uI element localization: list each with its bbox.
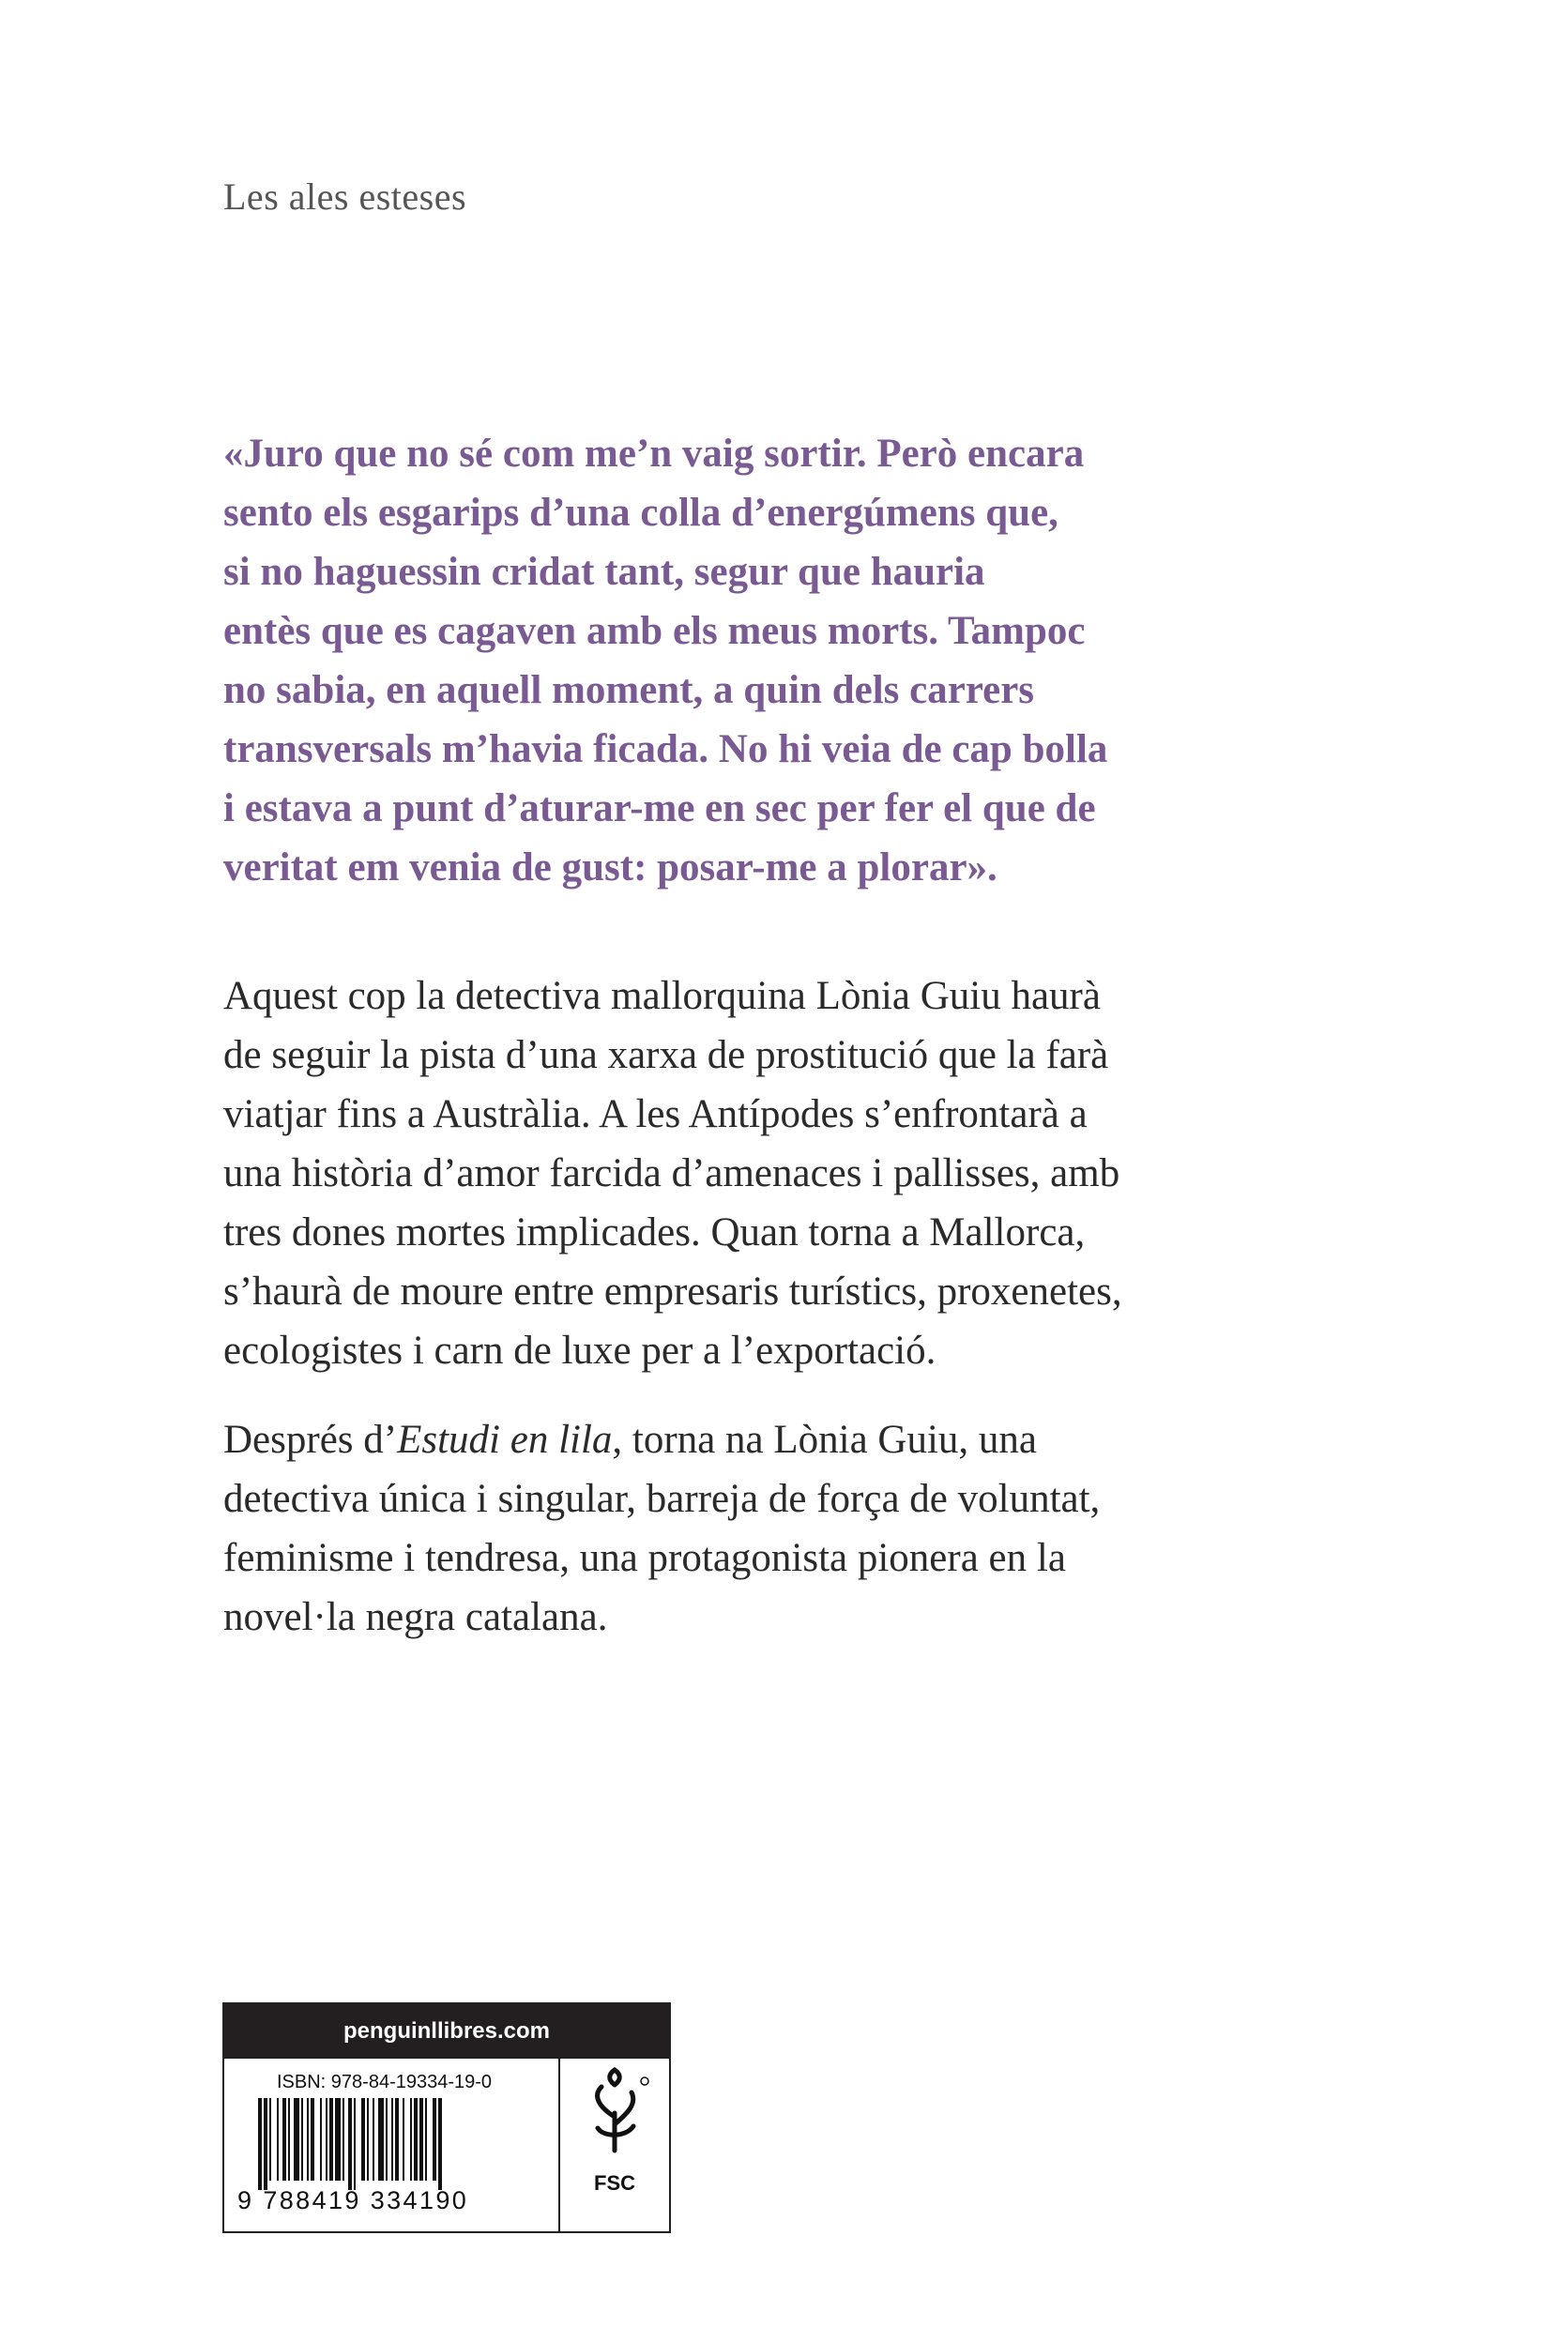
barcode-bar	[335, 2098, 341, 2181]
barcode-box	[222, 2002, 671, 2233]
author-line-end: , torna na Lònia Guiu, una	[612, 1418, 1037, 1462]
barcode-bar	[378, 2098, 384, 2181]
synopsis-line: ecologistes i carn de luxe per a l’exportació.	[223, 1329, 936, 1373]
barcode-bar	[354, 2098, 356, 2190]
barcode-bar	[425, 2098, 427, 2181]
barcode-bar	[403, 2098, 404, 2181]
barcode-bar	[288, 2098, 290, 2181]
quote-line: sento els esgarips d’una colla d’energúmens que,	[223, 491, 1058, 535]
barcode-bar	[301, 2098, 303, 2181]
author-line: detectiva única i singular, barreja de força de voluntat,	[223, 1477, 1101, 1521]
barcode-bar	[258, 2098, 262, 2190]
barcode-bar	[329, 2098, 333, 2181]
barcode-bar	[373, 2098, 374, 2181]
barcode-bar	[410, 2098, 412, 2181]
book-title-italic: Estudi en lila	[397, 1418, 613, 1462]
author-line-start: Després d’	[223, 1418, 398, 1462]
synopsis-line: s’haurà de moure entre empresaris turístics, proxenetes,	[223, 1270, 1122, 1314]
quote-line: si no haguessin cridat tant, segur que hauria	[223, 550, 985, 594]
synopsis-line: de seguir la pista d’una xarxa de prostitució que la farà	[223, 1033, 1109, 1077]
synopsis-line: tres dones mortes implicades. Quan torna a Mallorca,	[223, 1210, 1086, 1255]
barcode-bar	[277, 2098, 279, 2181]
barcode-bar	[386, 2098, 388, 2181]
isbn-area	[224, 2059, 560, 2233]
quote-line: no sabia, en aquell moment, a quin dels carrers	[223, 668, 1035, 712]
barcode-bar	[326, 2098, 327, 2181]
quote-line: i estava a punt d’aturar-me en sec per fer el que de	[223, 786, 1096, 830]
barcode-bar	[395, 2098, 399, 2181]
fsc-tree-icon	[560, 2059, 669, 2171]
publisher-website: penguinllibres.com	[224, 2004, 669, 2059]
quote-line: transversals m’havia ficada. No hi veia de cap bolla	[223, 727, 1108, 771]
pull-quote	[223, 424, 1302, 897]
barcode-bar	[361, 2098, 365, 2181]
synopsis-paragraph	[223, 966, 1302, 1380]
author-line	[223, 1410, 1302, 1469]
barcode-bar	[294, 2098, 299, 2181]
quote-line: entès que es cagaven amb els meus morts. Tampoc	[223, 609, 1086, 653]
isbn-label: ISBN: 978-84-19334-19-0	[277, 2072, 493, 2092]
barcode-bar	[264, 2098, 267, 2190]
barcode-bar	[269, 2098, 271, 2181]
synopsis-line: una història d’amor farcida d’amenaces i pallisses, amb	[223, 1151, 1120, 1195]
barcode-bar	[419, 2098, 423, 2181]
barcode-bar	[311, 2098, 314, 2181]
fsc-logo	[560, 2059, 669, 2233]
author-paragraph	[223, 1410, 1302, 1647]
author-line: feminisme i tendresa, una protagonista pionera en la	[223, 1536, 1066, 1580]
quote-line: veritat em venia de gust: posar-me a plorar».	[223, 845, 997, 890]
barcode-bar	[438, 2098, 442, 2190]
barcode-bar	[414, 2098, 418, 2181]
barcode-bar	[348, 2098, 352, 2190]
series-title: Les ales esteses	[223, 175, 467, 218]
barcode-bar	[367, 2098, 369, 2181]
barcode-bar	[433, 2098, 436, 2181]
synopsis-line: viatjar fins a Austràlia. A les Antípodes s’enfrontarà a	[223, 1092, 1088, 1136]
barcode-bar	[343, 2098, 344, 2181]
barcode-icon	[258, 2098, 540, 2190]
barcode-bar	[391, 2098, 393, 2181]
synopsis-line: Aquest cop la detectiva mallorquina Lònia Guiu haurà	[223, 974, 1101, 1018]
barcode-digits: 9 788419 334190	[237, 2186, 469, 2214]
quote-line: «Juro que no sé com me’n vaig sortir. Però encara	[223, 432, 1085, 476]
barcode-bar	[282, 2098, 286, 2181]
author-line: novel·la negra catalana.	[223, 1595, 608, 1639]
fsc-label: FSC	[594, 2171, 635, 2195]
barcode-bar	[307, 2098, 309, 2181]
barcode-bar	[320, 2098, 322, 2181]
